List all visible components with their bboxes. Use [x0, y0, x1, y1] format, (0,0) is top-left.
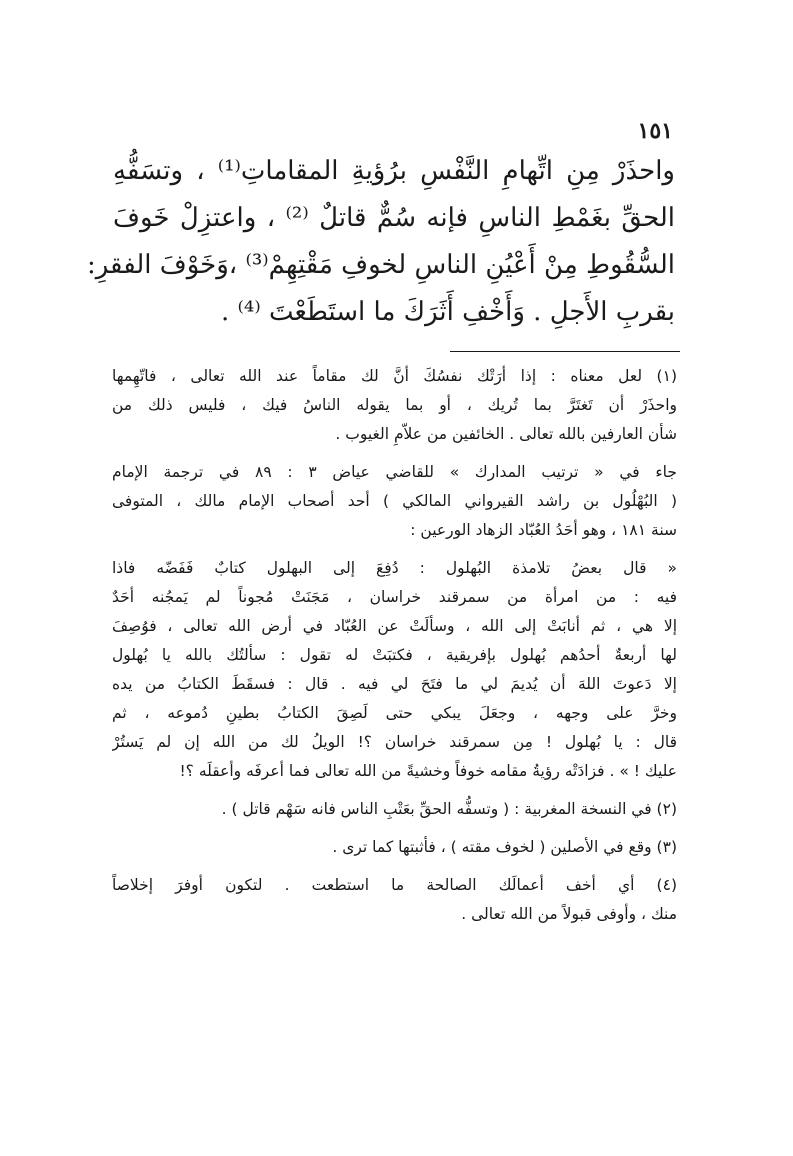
footnote-line: وخرَّ على وجهه ، وجعَلَ يبكي حتى لَصِقَ الكتابُ بطينِ دُموعه ، ثم	[112, 704, 677, 722]
page-number: ١٥١	[637, 118, 673, 144]
footnote-4	[112, 871, 677, 929]
footnote-line: « قال بعضُ تلامذة البُهلول : دُفِعَ إلى البهلول كتابٌ فَفَضّه فاذا	[112, 559, 677, 577]
footnote-line: عليك ! » . فزادَتْه رؤيةُ مقامه خوفاً وخشيةً من الله تعالى فما أعرفَه وأعقلَه ؟!	[179, 762, 677, 780]
footnote-line: إلا دَعوتَ اللهَ أن يُديمَ لي ما فتَحَ لي فيه . قال : فسقَطَ الكتابُ من يده	[112, 675, 677, 693]
main-text	[86, 148, 676, 336]
footnote-line: إلا هي ، ثم أنابَتْ إلى الله ، وسألَتْ عن العُبّاد في أرض الله تعالى ، فوُصِفَ	[112, 617, 677, 635]
footnote-line: (١) لعل معناه : إذا أرَتْك نفسُكَ أنَّ لك مقاماً عند الله تعالى ، فاتّهِمها	[112, 367, 677, 385]
footnote-line: سنة ١٨١ ، وهو أحَدُ العُبّاد الزهاد الورعين :	[410, 521, 677, 539]
footnote-line: ( البُهْلُول بن راشد القيرواني المالكي ) أحد أصحاب الإمام مالك ، المتوفى	[112, 492, 677, 510]
footnote-line: (٢) في النسخة المغربية : ( وتسفُّه الحقِّ بعَتْبِ الناس فانه سَهْم قاتل ) .	[221, 800, 677, 818]
footnote-line: منك ، وأوفى قبولاً من الله تعالى .	[461, 905, 677, 923]
footnote-divider	[450, 351, 680, 352]
footnote-3	[112, 833, 677, 862]
footnote-1-quote	[112, 554, 677, 786]
main-text-line: واحذَرْ مِنِ اتِّهامِ النَّفْسِ برُؤيةِ المقاماتِ⁽¹⁾ ، وتسَفُّهِ	[113, 156, 675, 186]
main-text-line: بقربِ الأَجلِ . وَأَخْفِ أَثَرَكَ ما استَطَعْتَ ⁽⁴⁾ .	[221, 297, 675, 327]
footnote-1	[112, 362, 677, 449]
main-text-line: الحقِّ بغَمْطِ الناسِ فإنه سُمٌّ قاتلٌ ⁽²⁾ ، واعتزِلْ خَوفَ	[113, 203, 676, 233]
footnote-line: (٣) وقع في الأصلين ( لخوف مقته ) ، فأثبتها كما ترى .	[332, 838, 677, 856]
footnote-line: لها أربعةٌ أحدُهم بُهلول بإفريقية ، فكتبَتْ له تقول : سألتُك بالله يا بُهلول	[112, 646, 677, 664]
footnote-line: (٤) أي أخف أعمالَك الصالحة ما استطعت . لتكون أوفرَ إخلاصاً	[112, 876, 677, 894]
footnote-line: قال : يا بُهلول ! مِن سمرقند خراسان ؟! الويلُ لك من الله إن لم يَستُرْ	[112, 733, 677, 751]
footnotes	[112, 362, 677, 938]
footnote-2	[112, 795, 677, 824]
footnote-line: واحذَرْ أن تَغتَرَّ بما تُريك ، أو بما يقوله الناسُ فيك ، فليس ذلك من	[112, 396, 677, 414]
main-text-line: السُّقُوطِ مِنْ أَعْيُنِ الناسِ لخوفِ مَقْتِهِمْ⁽³⁾ ،وَخَوْفَ الفقرِ:	[86, 250, 675, 280]
footnote-line: فيه : من امرأة من سمرقند خراسان ، مَجَنَتْ مُجوناً لم يَمجُنه أحَدٌ	[112, 588, 677, 606]
footnote-line: جاء في « ترتيب المدارك » للقاضي عياض ٣ : ٨٩ في ترجمة الإمام	[112, 463, 677, 481]
footnote-line: شأن العارفين بالله تعالى . الخائفين من علاّمِ الغيوب .	[335, 425, 677, 443]
footnote-1-source	[112, 458, 677, 545]
